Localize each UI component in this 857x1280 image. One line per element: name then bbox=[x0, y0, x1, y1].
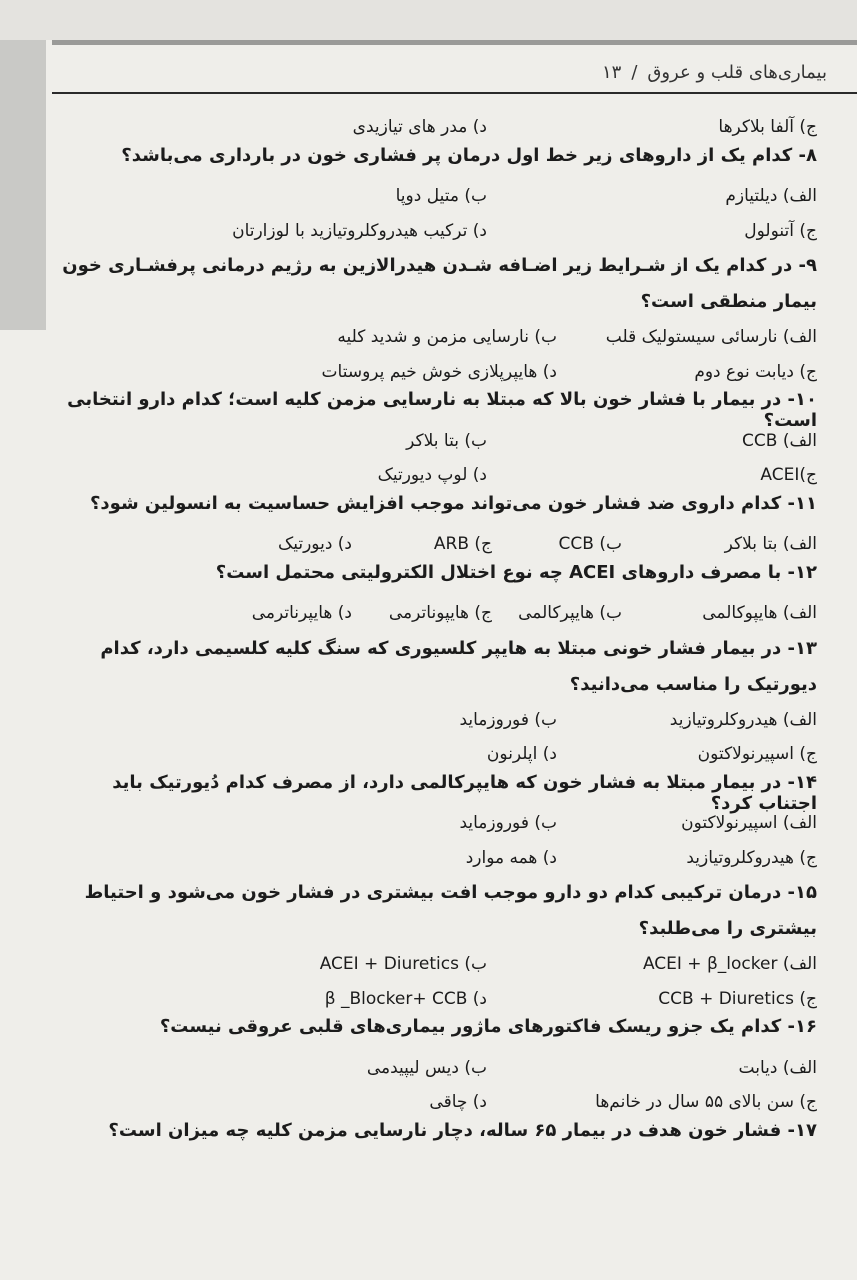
option-a: الف) دیلتیازم bbox=[725, 186, 817, 207]
side-tab bbox=[0, 40, 46, 330]
option-c: ج) هیدروکلروتیازید bbox=[686, 847, 817, 868]
header-rule bbox=[52, 40, 857, 45]
options-row bbox=[60, 424, 817, 459]
option-a: الف) بتا بلاکر bbox=[724, 534, 817, 555]
question-13: ۱۳- در بیمار فشار خونی مبتلا به هایپر کلسیوری که سنگ کلیه کلسیمی دارد، کدام دیورتیک را مناسب می‌دانید؟ bbox=[100, 637, 817, 695]
option-b: ب) فوروزماید bbox=[459, 709, 557, 730]
option-b: ب) دیس لیپیدمی bbox=[366, 1057, 487, 1078]
option-a: الف) هیدروکلروتیازید bbox=[669, 709, 817, 730]
top-strip bbox=[0, 0, 857, 40]
option-b: ب) بتا بلاکر bbox=[406, 430, 487, 451]
options-row bbox=[60, 737, 817, 772]
option-d: د) مدر های تیازیدی bbox=[352, 117, 487, 138]
option-d: د) اپلرنون bbox=[486, 744, 557, 765]
question-11: ۱۱- کدام داروی ضد فشار خون می‌تواند موجب افزایش حساسیت به انسولین شود؟ bbox=[89, 492, 817, 514]
options-row bbox=[60, 179, 817, 214]
options-row bbox=[60, 982, 817, 1017]
question-12: ۱۲- با مصرف داروهای ACEI چه نوع اختلال الکترولیتی محتمل است؟ bbox=[215, 561, 817, 583]
option-a: الف) اسپیرنولاکتون bbox=[681, 813, 817, 834]
option-d: د) ترکیب هیدروکلروتیازید با لوزارتان bbox=[232, 220, 487, 241]
page-number: ۱۳ bbox=[601, 61, 622, 83]
options-row bbox=[60, 806, 817, 841]
option-c: ج) هایپوناترمی bbox=[388, 603, 492, 624]
option-d: د) دیورتیک bbox=[278, 534, 352, 555]
header-separator: / bbox=[631, 61, 638, 83]
chapter-title: بیماری‌های قلب و عروق bbox=[647, 61, 827, 83]
option-d: د) لوپ دیورتیک bbox=[377, 465, 487, 486]
options-row bbox=[60, 458, 817, 493]
options-row bbox=[60, 1085, 817, 1120]
option-a: الف) CCB bbox=[742, 430, 817, 451]
option-d: د) β _Blocker+ CCB bbox=[324, 988, 487, 1009]
option-b: ب) فوروزماید bbox=[459, 813, 557, 834]
option-c: ج)ACEI bbox=[760, 465, 817, 486]
option-c: ج) ARB bbox=[433, 534, 492, 555]
question-9: ۹- در کدام یک از شـرایط زیر اضـافه شـدن هیدرالازین به رژیم درمانی پرفشـاری خون بیمار منطقی است؟ bbox=[62, 255, 817, 312]
option-c: ج) سن بالای ۵۵ سال در خانم‌ها bbox=[595, 1092, 817, 1113]
option-c: ج) آلفا بلاکرها bbox=[718, 117, 817, 138]
option-c: ج) دیابت نوع دوم bbox=[694, 361, 817, 382]
options-row bbox=[60, 110, 817, 145]
options-row bbox=[60, 703, 817, 738]
page-header bbox=[60, 55, 827, 89]
option-c: ج) CCB + Diuretics bbox=[658, 988, 817, 1009]
option-d: د) هایپرپلازی خوش خیم پروستات bbox=[321, 361, 557, 382]
options-row bbox=[60, 947, 817, 982]
option-b: ب) نارسایی مزمن و شدید کلیه bbox=[337, 327, 557, 348]
header-divider bbox=[52, 92, 857, 94]
question-14: ۱۴- در بیمار مبتلا به فشار خون که هایپرکالمی دارد، از مصرف کدام دُیورتیک باید اجتناب کرد؟ bbox=[112, 771, 817, 814]
option-b: ب) CCB bbox=[558, 534, 622, 555]
question-17: ۱۷- فشار خون هدف در بیمار ۶۵ ساله، دچار نارسایی مزمن کلیه چه میزان است؟ bbox=[108, 1119, 817, 1141]
option-c: ج) آتنولول bbox=[744, 220, 817, 241]
question-list bbox=[60, 110, 817, 1280]
option-b: ب) متیل دوپا bbox=[395, 186, 487, 207]
options-row bbox=[60, 841, 817, 876]
question-10: ۱۰- در بیمار با فشار خون بالا که مبتلا به نارسایی مزمن کلیه است؛ کدام دارو انتخابی است؟ bbox=[67, 389, 817, 431]
option-a: الف) ACEI + β_locker bbox=[642, 954, 817, 975]
options-row bbox=[60, 214, 817, 249]
option-c: ج) اسپیرنولاکتون bbox=[697, 744, 817, 765]
options-row bbox=[60, 320, 817, 355]
option-d: د) همه موارد bbox=[465, 847, 557, 868]
option-d: د) چاقی bbox=[429, 1092, 487, 1113]
option-a: الف) هایپوکالمی bbox=[702, 603, 817, 624]
options-row bbox=[60, 596, 817, 631]
option-b: ب) ACEI + Diuretics bbox=[319, 954, 487, 975]
option-d: د) هایپرناترمی bbox=[251, 603, 352, 624]
options-row bbox=[60, 1051, 817, 1086]
options-row bbox=[60, 527, 817, 562]
question-8: ۸- کدام یک از داروهای زیر خط اول درمان پر فشاری خون در بارداری می‌باشد؟ bbox=[121, 144, 817, 166]
question-15: ۱۵- درمان ترکیبی کدام دو دارو موجب افت بیشتری در فشار خون می‌شود و احتیاط بیشتری را می‌طلبد؟ bbox=[84, 882, 817, 939]
option-a: الف) دیابت bbox=[738, 1057, 817, 1078]
options-row bbox=[60, 355, 817, 390]
option-b: ب) هایپرکالمی bbox=[518, 603, 622, 624]
option-a: الف) نارسائی سیستولیک قلب bbox=[605, 327, 817, 348]
question-16: ۱۶- کدام یک جزو ریسک فاکتورهای ماژور بیماری‌های قلبی عروقی نیست؟ bbox=[159, 1016, 817, 1037]
